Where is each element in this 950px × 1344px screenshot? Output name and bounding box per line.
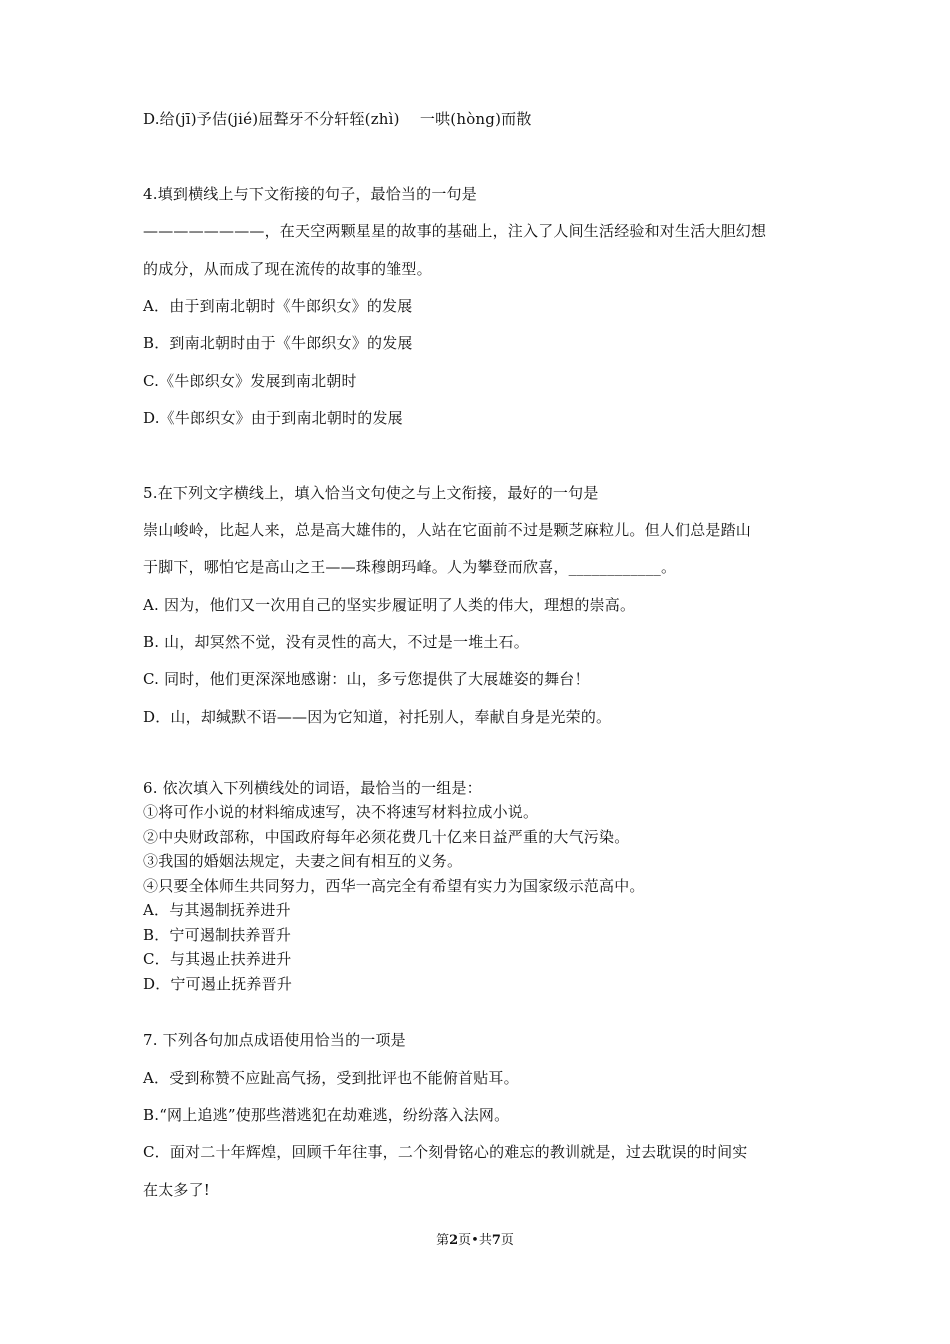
q6-option-d: D．宁可遏止抚养晋升 — [143, 975, 293, 993]
q7-stem: 7. 下列各句加点成语使用恰当的一项是 — [143, 1031, 406, 1049]
q5-stem: 5.在下列文字横线上，填入恰当文句使之与上文衔接，最好的一句是 — [143, 484, 599, 502]
q6-sentence-1: ①将可作小说的材料缩成速写，决不将速写材料拉成小说。 — [143, 803, 539, 821]
q6-sentence-3: ③我国的婚姻法规定，夫妻之间有相互的义务。 — [143, 852, 463, 870]
q6-sentence-2: ②中央财政部称，中国政府每年必须花费几十亿来日益严重的大气污染。 — [143, 828, 630, 846]
q4-option-a: A．由于到南北朝时《牛郎织女》的发展 — [143, 297, 413, 315]
q6-option-c: C．与其遏止扶养进升 — [143, 950, 292, 968]
q7-option-c: C．面对二十年辉煌，回顾千年往事，二个刻骨铭心的难忘的教训就是，过去耽误的时间实 — [143, 1143, 748, 1161]
q6-sentence-4: ④只要全体师生共同努力，西华一高完全有希望有实力为国家级示范高中。 — [143, 877, 645, 895]
q6-option-a: A．与其遏制抚养进升 — [143, 901, 291, 919]
q5-passage-line-1: 崇山峻岭，比起人来，总是高大雄伟的，人站在它面前不过是颗芝麻粒儿。但人们总是踏山 — [143, 521, 752, 539]
q5-option-c: C. 同时，他们更深深地感谢：山，多亏您提供了大展雄姿的舞台！ — [143, 670, 590, 688]
q6-stem: 6. 依次填入下列横线处的词语，最恰当的一组是： — [143, 779, 482, 797]
footer-middle: 页•共 — [458, 1233, 492, 1248]
q5-passage-line-2: 于脚下，哪怕它是高山之王——珠穆朗玛峰。人为攀登而欣喜，____________。 — [143, 558, 677, 576]
q7-option-b: B.“网上追逃”使那些潜逃犯在劫难逃，纷纷落入法网。 — [143, 1106, 510, 1124]
total-page-count: 7 — [491, 1233, 501, 1248]
q4-option-b: B．到南北朝时由于《牛郎织女》的发展 — [143, 334, 413, 352]
q7-option-a: A．受到称赞不应趾高气扬，受到批评也不能俯首贴耳。 — [143, 1069, 519, 1087]
q4-passage-line-1: ————————，在天空两颗星星的故事的基础上，注入了人间生活经验和对生活大胆幻想 — [143, 222, 767, 240]
q4-option-c: C.《牛郎织女》发展到南北朝时 — [143, 372, 357, 390]
q6-option-b: B．宁可遏制扶养晋升 — [143, 926, 292, 944]
q3-option-d: D.给(jī)予佶(jié)屈聱牙不分轩轾(zhì) 一哄(hòng)而散 — [143, 110, 532, 128]
footer-prefix: 第 — [436, 1233, 450, 1248]
q7-option-c-continued: 在太多了! — [143, 1181, 211, 1199]
footer-suffix: 页 — [500, 1233, 514, 1248]
current-page-number: 2 — [449, 1233, 459, 1248]
page-footer — [0, 1232, 950, 1250]
q5-option-b: B. 山，却冥然不觉，没有灵性的高大，不过是一堆土石。 — [143, 633, 529, 651]
q4-option-d: D.《牛郎织女》由于到南北朝时的发展 — [143, 409, 403, 427]
q5-option-a: A. 因为，他们又一次用自己的坚实步履证明了人类的伟大，理想的崇高。 — [143, 596, 636, 614]
q4-stem: 4.填到横线上与下文衔接的句子，最恰当的一句是 — [143, 185, 477, 203]
q4-passage-line-2: 的成分，从而成了现在流传的故事的雏型。 — [143, 260, 432, 278]
q5-option-d: D．山，却缄默不语——因为它知道，衬托别人，奉献自身是光荣的。 — [143, 708, 612, 726]
